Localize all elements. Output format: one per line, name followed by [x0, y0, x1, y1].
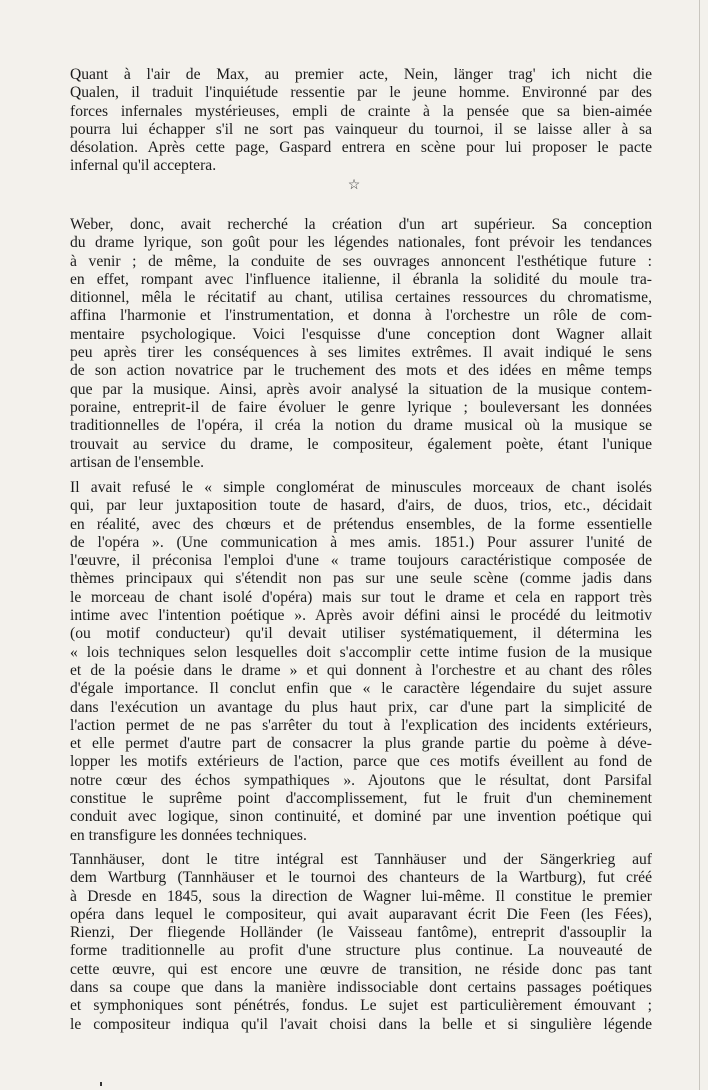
text-line: en réalité, avec des chœurs et de prétendus ensembles, de la forme essentielle: [70, 515, 652, 533]
paragraph-1: [70, 66, 652, 176]
page-corner-mark: [100, 1082, 102, 1086]
text-line: en effet, rompant avec l'influence italienne, il ébranla la solidité du moule tra-: [70, 270, 652, 288]
text-line: artisan de l'ensemble.: [70, 453, 205, 471]
paragraph-4: [70, 851, 652, 1034]
text-line: lopper les motifs extérieurs de l'action, parce que ces motifs éveillent au fond de: [70, 753, 652, 771]
text-line: forme traditionnelle au profit d'une structure plus continue. La nouveauté de: [70, 942, 652, 960]
text-line: forces infernales mystérieuses, empli de crainte à la pensée que sa bien-aimée: [70, 102, 652, 120]
text-line: ditionnel, mêla le récitatif au chant, utilisa certaines ressources du chromatisme,: [70, 289, 652, 307]
text-line: notre cœur des échos sympathiques ». Ajoutons que le résultat, dont Parsifal: [70, 771, 652, 789]
text-line: du drame lyrique, son goût pour les légendes nationales, font prévoir les tendances: [70, 234, 652, 252]
text-line: en transfigure les données techniques.: [70, 826, 307, 844]
text-line: poraine, entreprit-il de faire évoluer le genre lyrique ; bouleversant les données: [70, 398, 652, 416]
text-line: et de la poésie dans le drame » et qui donnent à l'orchestre et au chant des rôles: [70, 661, 652, 679]
text-line: opéra dans lequel le compositeur, qui avait auparavant écrit Die Feen (les Fées),: [70, 905, 652, 923]
text-line: l'action permet de ne pas s'arrêter du tout à l'explication des incidents extérieurs,: [70, 716, 652, 734]
text-line: dem Wartburg (Tannhäuser et le tournoi des chanteurs de la Wartburg), fut créé: [70, 869, 652, 887]
text-line: d'égale importance. Il conclut enfin que « le caractère légendaire du sujet assure: [70, 680, 652, 698]
text-line: thèmes principaux qui s'étendit non pas sur une seule scène (comme jadis dans: [70, 570, 652, 588]
text-line: et symphoniques sont pénétrés, fondus. Le sujet est particulièrement émouvant ;: [70, 997, 652, 1015]
text-line: peu après tirer les conséquences à ses limites extrêmes. Il avait indiqué le sens: [70, 344, 652, 362]
text-line: à Dresde en 1845, sous la direction de Wagner lui-même. Il constitue le premier: [70, 887, 652, 905]
text-line: et elle permet d'autre part de consacrer la plus grande partie du poème à déve-: [70, 735, 652, 753]
text-line: le morceau de chant isolé d'opéra) mais sur tout le drame et cela en rapport très: [70, 588, 652, 606]
text-line: désolation. Après cette page, Gaspard entrera en scène pour lui proposer le pacte: [70, 139, 652, 157]
text-line: trouvait au service du drame, le compositeur, également poète, étant l'unique: [70, 435, 652, 453]
text-line: cette œuvre, qui est encore une œuvre de transition, ne réside donc pas tant: [70, 960, 652, 978]
text-line: que par la musique. Ainsi, après avoir analysé la situation de la musique contem-: [70, 380, 652, 398]
text-line: qui, par leur juxtaposition toute de hasard, d'airs, de duos, trios, etc., décidait: [70, 497, 652, 515]
paragraph-2: [70, 216, 652, 472]
paragraph-3: [70, 479, 652, 845]
text-line: dans l'exécution un avantage du plus haut prix, car d'une part la simplicité de: [70, 698, 652, 716]
text-line: l'œuvre, il préconisa l'emploi d'une « trame toujours caractéristique composée de: [70, 552, 652, 570]
text-line: conduit avec logique, sinon continuité, et dominé par une invention poétique qui: [70, 808, 652, 826]
text-line: Rienzi, Der fliegende Holländer (le Vaisseau fantôme), entreprit d'assouplir la: [70, 924, 652, 942]
text-line: intime avec l'intention poétique ». Après avoir défini ainsi le procédé du leitmotiv: [70, 607, 652, 625]
text-line: à venir ; de même, la conduite de ses ouvrages annoncent l'esthétique future :: [70, 252, 652, 270]
text-line: dans sa coupe que dans la manière indissociable dont certains passages poétiques: [70, 979, 652, 997]
text-line: pourra lui échapper s'il ne sort pas vainqueur du tournoi, il se laisse aller à sa: [70, 120, 652, 138]
text-line: constitue le suprême point d'accomplissement, fut le fruit d'un cheminement: [70, 790, 652, 808]
text-line: traditionnelles de l'opéra, il créa la notion du drame musical où la musique se: [70, 417, 652, 435]
text-line: de son action novatrice par le truchement des mots et des idées en même temps: [70, 362, 652, 380]
text-line: (ou motif conducteur) qu'il devait utiliser systématiquement, il détermina les: [70, 625, 652, 643]
text-line: Quant à l'air de Max, au premier acte, Nein, länger trag' ich nicht die: [70, 66, 652, 83]
text-line: de l'opéra ». (Une communication à mes amis. 1851.) Pour assurer l'unité de: [70, 533, 652, 551]
text-line: Il avait refusé le « simple conglomérat de minuscules morceaux de chant isolés: [70, 479, 652, 496]
text-line: affina l'harmonie et l'instrumentation, et donna à l'orchestre un rôle de com-: [70, 307, 652, 325]
section-separator-star: ☆: [347, 177, 361, 193]
page-edge-rule: [699, 0, 700, 1090]
text-line: « lois techniques selon lesquelles doit s'accomplir cette intime fusion de la musique: [70, 643, 652, 661]
text-line: le compositeur indiqua qu'il l'avait choisi dans la belle et si singulière légende: [70, 1015, 652, 1033]
text-line: Weber, donc, avait recherché la création d'un art supérieur. Sa conception: [70, 216, 652, 233]
text-line: mentaire psychologique. Voici l'esquisse d'une conception dont Wagner allait: [70, 325, 652, 343]
text-line: Qualen, il traduit l'inquiétude ressentie par le jeune homme. Environné par des: [70, 84, 652, 102]
text-line: Tannhäuser, dont le titre intégral est Tannhäuser und der Sängerkrieg auf: [70, 851, 652, 868]
text-line: infernal qu'il acceptera.: [70, 157, 217, 175]
